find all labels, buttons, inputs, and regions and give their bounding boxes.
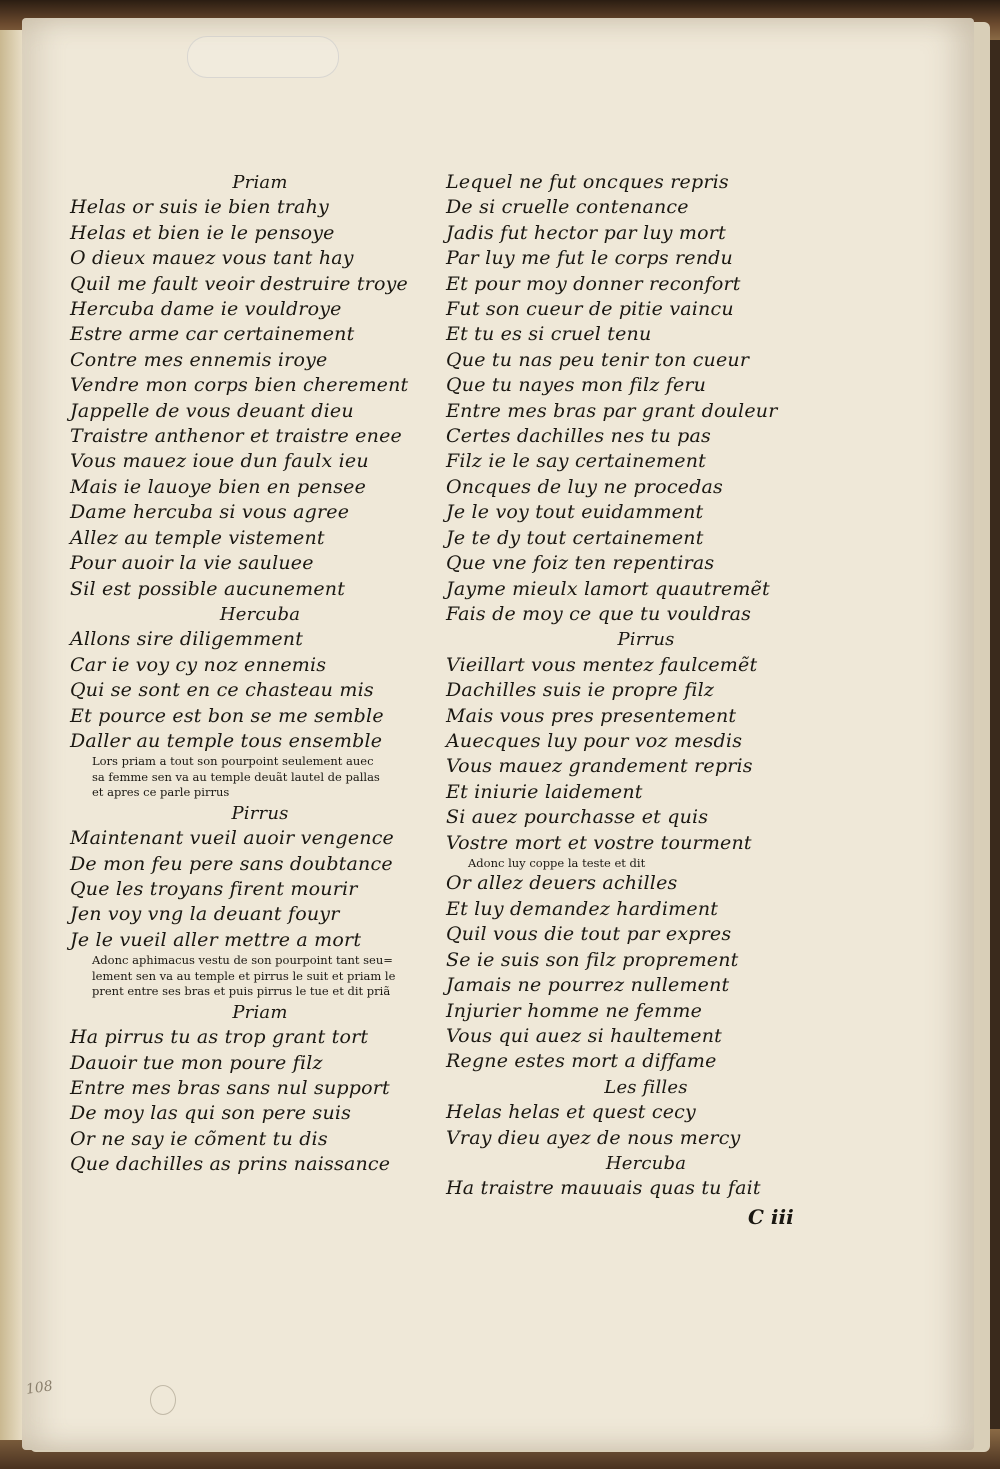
verse-line: Estre arme car certainement (70, 323, 355, 346)
verse-line: Entre mes bras sans nul support (70, 1077, 390, 1099)
verse-line: Je le voy tout euidamment (446, 501, 704, 524)
right-text-column (446, 170, 846, 1202)
verse-line: Par luy me fut le corps rendu (446, 247, 733, 270)
verse-line: Et tu es si cruel tenu (446, 323, 652, 346)
verse-line: Et iniurie laidement (446, 780, 643, 803)
verse-line: Que dachilles as prins naissance (70, 1153, 391, 1176)
stage-direction: sa femme sen va au temple deuãt lautel de pallas (92, 769, 380, 784)
verse-line: Et pour moy donner reconfort (446, 272, 741, 295)
verse-line: Dachilles suis ie propre filz (446, 679, 715, 702)
verse-line: Certes dachilles nes tu pas (446, 425, 711, 448)
speaker-heading: Pirrus (231, 802, 289, 824)
speaker-heading: Priam (232, 172, 288, 193)
verse-line: Fais de moy ce que tu vouldras (446, 602, 752, 625)
verse-line: Helas or suis ie bien trahy (70, 196, 329, 219)
verse-line: Vous mauez grandement repris (446, 755, 753, 778)
verse-line: Quil me fault veoir destruire troye (70, 272, 408, 295)
speaker-heading: Pirrus (617, 629, 675, 651)
verse-line: Jamais ne pourrez nullement (446, 974, 730, 997)
verse-line: Que les troyans firent mourir (70, 878, 358, 901)
verse-line: Vostre mort et vostre tourment (446, 831, 752, 854)
stage-direction: et apres ce parle pirrus (92, 785, 230, 800)
verse-line: Helas helas et quest cecy (446, 1101, 696, 1124)
signature-mark: C iii (748, 1205, 794, 1229)
verse-line: Oncques de luy ne procedas (446, 475, 723, 498)
verse-line: Allez au temple vistement (70, 526, 325, 549)
verse-line: Jadis fut hector par luy mort (446, 221, 726, 244)
verse-line: Si auez pourchasse et quis (446, 806, 709, 829)
verse-line: Sil est possible aucunement (70, 577, 346, 600)
verse-line: Fut son cueur de pitie vaincu (446, 298, 734, 321)
verse-line: Daller au temple tous ensemble (70, 729, 383, 752)
verse-line: Je te dy tout certainement (446, 526, 704, 549)
left-text-column (70, 170, 450, 1178)
verse-line: Que vne foiz ten repentiras (446, 552, 715, 575)
verse-line: Dauoir tue mon poure filz (70, 1051, 323, 1074)
speaker-heading: Les filles (604, 1076, 688, 1098)
verse-line: Dame hercuba si vous agree (70, 501, 350, 524)
verse-line: De mon feu pere sans doubtance (70, 852, 393, 875)
verse-line: Pour auoir la vie sauluee (70, 552, 314, 575)
thumb-impression (150, 1385, 176, 1415)
verse-line: Que tu nayes mon filz feru (446, 374, 707, 397)
stage-direction: lement sen va au temple et pirrus le suit et priam le (92, 968, 396, 983)
verse-line: Vieillart vous mentez faulcemẽt (446, 653, 758, 676)
verse-line: Jen voy vng la deuant fouyr (70, 903, 340, 926)
verse-line: Qui se sont en ce chasteau mis (70, 679, 374, 702)
verse-line: Mais vous pres presentement (446, 704, 737, 727)
verse-line: Et pource est bon se me semble (70, 704, 384, 727)
verse-line: Entre mes bras par grant douleur (446, 399, 778, 422)
verse-line: Auecques luy pour voz mesdis (446, 729, 743, 752)
verse-line: Je le vueil aller mettre a mort (70, 928, 362, 951)
verse-line: De moy las qui son pere suis (70, 1102, 352, 1125)
verse-line: Vray dieu ayez de nous mercy (446, 1126, 741, 1149)
verse-line: Vous qui auez si haultement (446, 1024, 722, 1047)
verse-line: Vendre mon corps bien cherement (70, 374, 409, 397)
verse-line: Maintenant vueil auoir vengence (70, 827, 395, 850)
verse-line: Jappelle de vous deuant dieu (70, 399, 354, 422)
verse-line: Or allez deuers achilles (446, 872, 678, 895)
page-clip (187, 36, 339, 78)
verse-line: O dieux mauez vous tant hay (70, 247, 354, 270)
verse-line: Lequel ne fut oncques repris (446, 171, 729, 193)
stage-direction: Lors priam a tout son pourpoint seulement auec (92, 754, 374, 769)
verse-line: Regne estes mort a diffame (446, 1050, 717, 1073)
verse-line: De si cruelle contenance (446, 196, 689, 219)
verse-line: Allons sire diligemment (70, 628, 304, 651)
speaker-heading: Priam (232, 1001, 288, 1023)
verse-line: Jayme mieulx lamort quautremẽt (446, 577, 770, 600)
verse-line: Quil vous die tout par expres (446, 923, 732, 946)
verse-line: Contre mes ennemis iroye (70, 348, 328, 371)
verse-line: Helas et bien ie le pensoye (70, 221, 335, 244)
verse-line: Car ie voy cy noz ennemis (70, 653, 327, 676)
verse-line: Traistre anthenor et traistre enee (70, 425, 402, 448)
stage-direction: Adonc aphimacus vestu de son pourpoint tant seu= (92, 953, 393, 968)
verse-line: Injurier homme ne femme (446, 999, 703, 1022)
speaker-heading: Hercuba (605, 1152, 687, 1174)
verse-line: Et luy demandez hardiment (446, 897, 719, 920)
verse-line: Filz ie le say certainement (446, 450, 706, 473)
verse-line: Ha traistre mauuais quas tu fait (446, 1177, 761, 1200)
stage-direction: prent entre ses bras et puis pirrus le tue et dit priã (92, 984, 391, 999)
speaker-heading: Hercuba (219, 603, 301, 625)
verse-line: Hercuba dame ie vouldroye (70, 298, 342, 321)
corner-note: 108 (25, 1378, 54, 1398)
verse-line: Ha pirrus tu as trop grant tort (70, 1026, 369, 1049)
verse-line: Mais ie lauoye bien en pensee (70, 475, 367, 498)
verse-line: Or ne say ie cõment tu dis (70, 1127, 328, 1150)
verse-line: Que tu nas peu tenir ton cueur (446, 348, 750, 371)
verse-line: Vous mauez ioue dun faulx ieu (70, 450, 369, 473)
verse-line: Se ie suis son filz proprement (446, 948, 739, 971)
stage-direction: Adonc luy coppe la teste et dit (468, 855, 646, 870)
